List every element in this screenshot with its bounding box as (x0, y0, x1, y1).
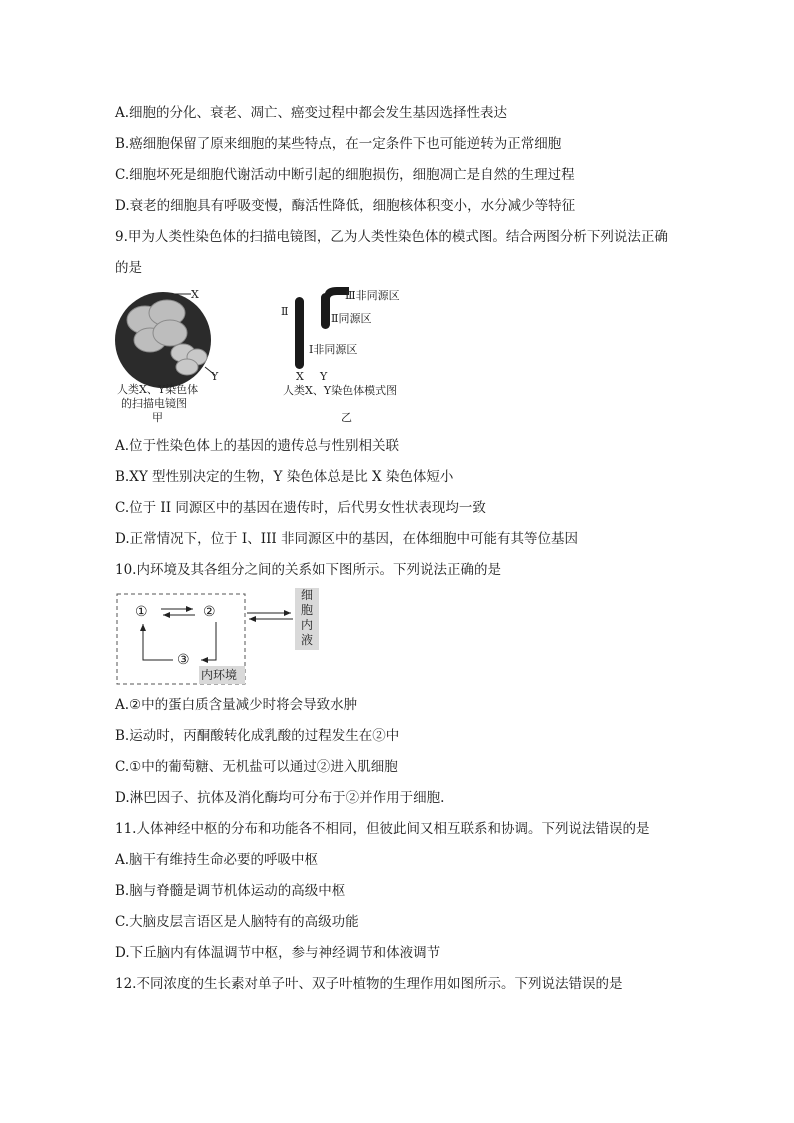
internal-environment-label: 内环境 (201, 668, 238, 682)
yi-region-iii-label: Ⅲ非同源区 (345, 289, 400, 302)
yi-side-ii-label: Ⅱ (281, 305, 289, 318)
option-8b: B.癌细胞保留了原来细胞的某些特点，在一定条件下也可能逆转为正常细胞 (115, 136, 562, 152)
node-2: ② (203, 604, 216, 620)
yi-y-label: Y (320, 370, 328, 383)
jia-caption-1: 人类X、Y染色体 (117, 383, 199, 396)
option-10b: B.运动时，丙酮酸转化成乳酸的过程发生在②中 (115, 728, 400, 744)
jia-y-label: Y (211, 370, 219, 383)
option-10d: D.淋巴因子、抗体及消化酶均可分布于②并作用于细胞. (115, 790, 445, 806)
option-9a: A.位于性染色体上的基因的遗传总与性别相关联 (115, 438, 400, 454)
option-9b: B.XY 型性别决定的生物，Y 染色体总是比 X 染色体短小 (115, 469, 454, 485)
question-9-stem: 9.甲为人类性染色体的扫描电镜图，乙为人类性染色体的模式图。结合两图分析下列说法正确 (115, 229, 668, 245)
intracellular-fluid-char-3: 内 (301, 618, 314, 632)
intracellular-fluid-char-4: 液 (301, 633, 314, 647)
yi-caption-1: 人类X、Y染色体模式图 (283, 384, 398, 397)
yi-x-label: X (296, 370, 304, 383)
yi-region-ii-label: Ⅱ同源区 (331, 312, 372, 325)
option-9d: D.正常情况下，位于 I、III 非同源区中的基因，在体细胞中可能有其等位基因 (115, 531, 579, 547)
jia-caption-2: 的扫描电镜图 (121, 397, 187, 410)
option-10a: A.②中的蛋白质含量减少时将会导致水肿 (115, 697, 358, 713)
yi-region-i-label: Ⅰ非同源区 (309, 343, 358, 356)
question-9-stem-cont: 的是 (115, 260, 142, 276)
option-8c: C.细胞坏死是细胞代谢活动中断引起的细胞损伤，细胞凋亡是自然的生理过程 (115, 167, 575, 183)
option-11d: D.下丘脑内有体温调节中枢，参与神经调节和体液调节 (115, 945, 441, 961)
figure-10 (115, 588, 325, 688)
node-3: ③ (177, 652, 190, 668)
jia-caption-3: 甲 (152, 411, 163, 424)
option-8d: D.衰老的细胞具有呼吸变慢，酶活性降低，细胞核体积变小，水分减少等特征 (115, 198, 576, 214)
jia-x-label: X (191, 288, 199, 301)
figure-9 (115, 285, 415, 425)
node-1: ① (135, 604, 148, 620)
question-12-stem: 12.不同浓度的生长素对单子叶、双子叶植物的生理作用如图所示。下列说法错误的是 (115, 976, 623, 992)
option-11a: A.脑干有维持生命必要的呼吸中枢 (115, 852, 319, 868)
option-8a: A.细胞的分化、衰老、凋亡、癌变过程中都会发生基因选择性表达 (115, 105, 508, 121)
yi-caption-2: 乙 (341, 411, 352, 424)
option-10c: C.①中的葡萄糖、无机盐可以通过②进入肌细胞 (115, 759, 398, 775)
question-10-stem: 10.内环境及其各组分之间的关系如下图所示。下列说法正确的是 (115, 562, 501, 578)
intracellular-fluid-char-1: 细 (301, 588, 314, 602)
option-11b: B.脑与脊髓是调节机体运动的高级中枢 (115, 883, 346, 899)
x-chromosome-image (127, 300, 187, 352)
question-11-stem: 11.人体神经中枢的分布和功能各不相同，但彼此间又相互联系和协调。下列说法错误的是 (115, 821, 650, 837)
option-9c: C.位于 II 同源区中的基因在遗传时，后代男女性状表现均一致 (115, 500, 486, 516)
intracellular-fluid-char-2: 胞 (301, 603, 314, 617)
option-11c: C.大脑皮层言语区是人脑特有的高级功能 (115, 914, 359, 930)
x-chromosome-model (295, 297, 304, 369)
